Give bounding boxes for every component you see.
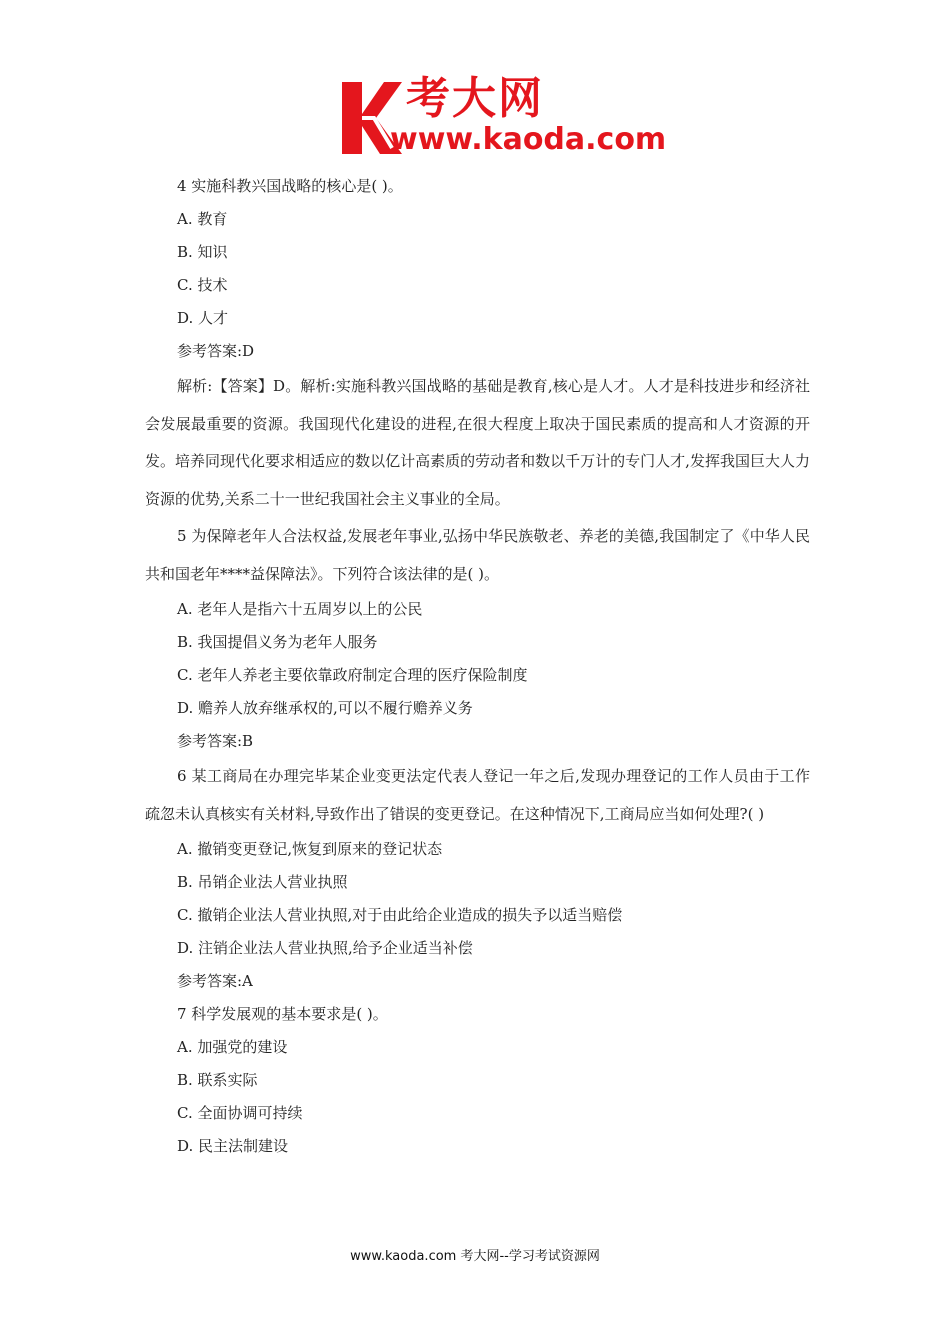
option-d: D. 注销企业法人营业执照,给予企业适当补偿 [177, 939, 473, 957]
option-b: B. 吊销企业法人营业执照 [177, 873, 348, 891]
option-b: B. 联系实际 [177, 1071, 258, 1089]
option-d: D. 人才 [177, 309, 229, 327]
option-d: D. 赡养人放弃继承权的,可以不履行赡养义务 [177, 699, 473, 717]
option-d: D. 民主法制建设 [177, 1137, 289, 1155]
reference-answer: 参考答案:D [177, 342, 255, 360]
option-c: C. 老年人养老主要依靠政府制定合理的医疗保险制度 [177, 666, 528, 684]
kaoda-logo [340, 72, 667, 162]
question-stem: 7 科学发展观的基本要求是( )。 [177, 1005, 388, 1023]
option-a: A. 老年人是指六十五周岁以上的公民 [177, 600, 423, 618]
option-b: B. 我国提倡义务为老年人服务 [177, 633, 378, 651]
option-c: C. 撤销企业法人营业执照,对于由此给企业造成的损失予以适当赔偿 [177, 906, 623, 924]
option-c: C. 全面协调可持续 [177, 1104, 303, 1122]
question-stem: 6 某工商局在办理完毕某企业变更法定代表人登记一年之后,发现办理登记的工作人员由于工作疏忽未认真核实有关材料,导致作出了错误的变更登记。在这种情况下,工商局应当如何处理?( ) [145, 767, 810, 823]
option-a: A. 教育 [177, 210, 228, 228]
logo-url-text: www.kaoda.com [390, 122, 667, 157]
answer-analysis: 解析:【答案】D。解析:实施科教兴国战略的基础是教育,核心是人才。人才是科技进步和经济社会发展最重要的资源。我国现代化建设的进程,在很大程度上取决于国民素质的提高和人才资源的开发。培养同现代化要求相适应的数以亿计高素质的劳动者和数以千万计的专门人才,发挥我国巨大人力资源的优势,关系二十一世纪我国社会主义事业的全局。 [145, 377, 810, 508]
option-c: C. 技术 [177, 276, 228, 294]
question-stem: 5 为保障老年人合法权益,发展老年事业,弘扬中华民族敬老、养老的美德,我国制定了《中华人民共和国老年****益保障法》。下列符合该法律的是( )。 [145, 527, 810, 583]
question-stem: 4 实施科教兴国战略的核心是( )。 [177, 177, 403, 195]
option-a: A. 撤销变更登记,恢复到原来的登记状态 [177, 840, 443, 858]
logo-brand-text: 考大网 [406, 73, 544, 124]
option-a: A. 加强党的建设 [177, 1038, 288, 1056]
question-list [145, 170, 810, 1163]
reference-answer: 参考答案:B [177, 732, 254, 750]
page-footer: www.kaoda.com 考大网--学习考试资源网 [350, 1249, 600, 1264]
reference-answer: 参考答案:A [177, 972, 253, 990]
option-b: B. 知识 [177, 243, 228, 261]
